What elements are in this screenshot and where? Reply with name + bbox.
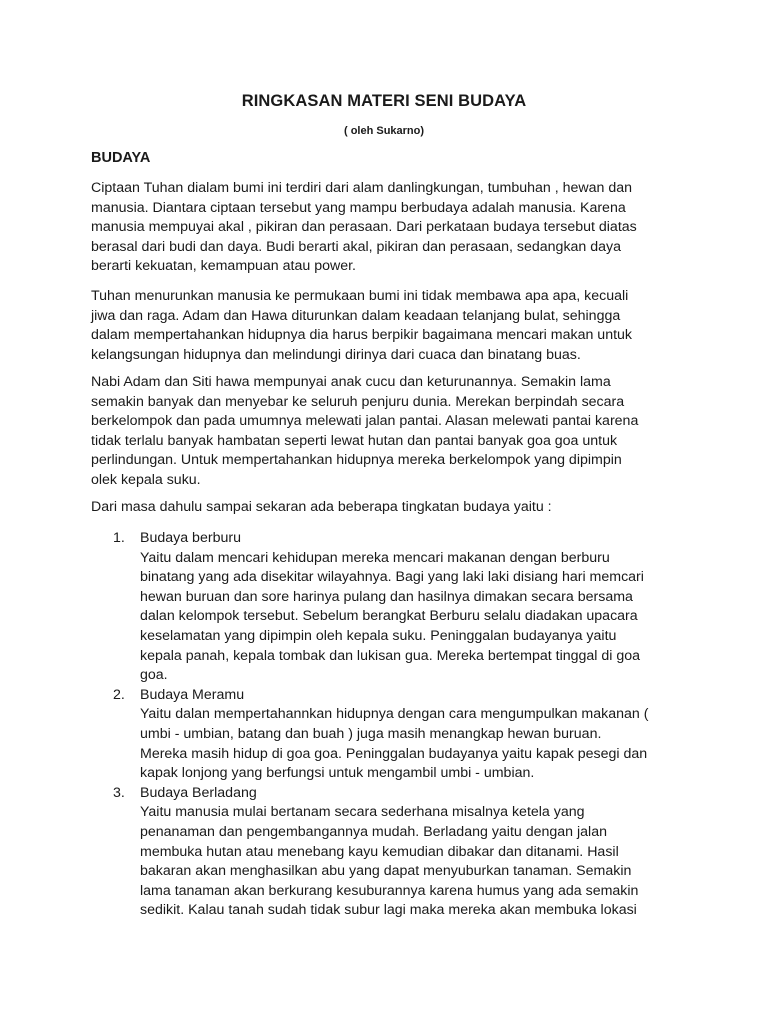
list-item (91, 686, 711, 784)
text-line: Tuhan menurunkan manusia ke permukaan bumi ini tidak membawa apa apa, kecuali (91, 288, 629, 304)
paragraph-4 (91, 498, 691, 518)
text-line: Yaitu dalam mencari kehidupan mereka mencari makanan dengan berburu (140, 549, 610, 566)
text-line: semakin banyak dan menyebar ke seluruh penjuru dunia. Merekan berpindah secara (91, 393, 625, 410)
culture-levels-list (91, 529, 711, 921)
text-line: berasal dari budi dan daya. Budi berarti akal, pikiran dan perasaan, sedangkan daya (91, 238, 622, 255)
text-line: bakaran akan menghasilkan abu yang dapat menyuburkan tanaman. Semakin (140, 863, 632, 880)
list-number: 1. (113, 530, 125, 546)
section-heading: BUDAYA (91, 150, 151, 166)
text-line: tidak terlalu banyak hambatan seperti lewat hutan dan pantai banyak goa goa untuk (91, 432, 618, 449)
paragraph-3 (91, 373, 691, 491)
text-line: Mereka masih hidup di goa goa. Peninggalan budayanya yaitu kapak pesegi dan (140, 745, 648, 762)
text-line: Dari masa dahulu sampai sekaran ada beberapa tingkatan budaya yaitu : (91, 499, 552, 515)
text-line: sedikit. Kalau tanah sudah tidak subur lagi maka mereka akan membuka lokasi (140, 902, 637, 919)
list-item-title: Budaya Berladang (140, 784, 257, 801)
list-item-title: Budaya berburu (140, 530, 241, 546)
document-title: RINGKASAN MATERI SENI BUDAYA (241, 92, 527, 110)
text-line: keselamatan yang dipimpin oleh kepala suku. Peninggalan budayanya yaitu (140, 627, 617, 644)
author-line: ( oleh Sukarno) (343, 125, 425, 137)
paragraph-2 (91, 287, 691, 365)
paragraph-1 (91, 179, 691, 277)
text-line: berkelompok dan pada umumnya melewati jalan pantai. Alasan melewati pantai karena (91, 413, 639, 430)
text-line: kepala panah, kepala tombak dan lukisan gua. Mereka bertempat tinggal di goa (140, 647, 641, 664)
text-line: lama tanaman akan berkurang kesuburannya karena humus yang ada semakin (140, 882, 639, 899)
text-line: manusia. Diantara ciptaan tersebut yang mampu berbudaya adalah manusia. Karena (91, 199, 626, 216)
text-line: Yaitu manusia mulai bertanam secara sederhana misalnya ketela yang (140, 804, 585, 821)
text-line: membuka hutan atau menebang kayu kemudian dibakar dan ditanami. Hasil (140, 843, 619, 860)
text-line: binatang yang ada disekitar wilayahnya. Bagi yang laki laki disiang hari memcari (140, 569, 644, 586)
text-line: umbi - umbian, batang dan buah ) juga masih menangkap hewan buruan. (140, 725, 602, 742)
list-item-title: Budaya Meramu (140, 686, 245, 703)
text-line: manusia mempuyai akal , pikiran dan perasaan. Dari perkataan budaya tersebut diatas (91, 219, 637, 236)
list-number: 3. (113, 784, 125, 801)
text-line: jiwa dan raga. Adam dan Hawa diturunkan dalam keadaan telanjang bulat, sehingga (91, 307, 621, 324)
text-line: hewan buruan dan sore harinya pulang dan hasilnya dimakan secara bersama (140, 588, 633, 605)
list-number: 2. (113, 686, 125, 703)
text-line: dalan kelompok tersebut. Sebelum berangkat Berburu selalu diadakan upacara (140, 608, 638, 625)
text-line: kapak lonjong yang berfungsi untuk mengambil umbi - umbian. (140, 765, 535, 782)
list-item (91, 529, 711, 686)
text-line: dalam mempertahankan hidupnya dia harus berpikir bagaimana mencari makan untuk (91, 327, 633, 344)
list-item (91, 784, 711, 921)
text-line: berarti kekuatan, kemampuan atau power. (91, 258, 356, 275)
text-line: olek kepala suku. (91, 471, 201, 488)
text-line: Ciptaan Tuhan dialam bumi ini terdiri dari alam danlingkungan, tumbuhan , hewan dan (91, 180, 633, 196)
text-line: Yaitu dalan mempertahannkan hidupnya dengan cara mengumpulkan makanan ( (140, 706, 649, 723)
text-line: goa. (140, 667, 168, 684)
text-line: penanaman dan pengembangannya mudah. Berladang yaitu dengan jalan (140, 823, 607, 840)
text-line: perlindungan. Untuk mempertahankan hidupnya mereka berkelompok yang dipimpin (91, 452, 622, 469)
text-line: Nabi Adam dan Siti hawa mempunyai anak cucu dan keturunannya. Semakin lama (91, 374, 611, 390)
text-line: kelangsungan hidupnya dan melindungi dirinya dari cuaca dan binatang buas. (91, 346, 581, 363)
